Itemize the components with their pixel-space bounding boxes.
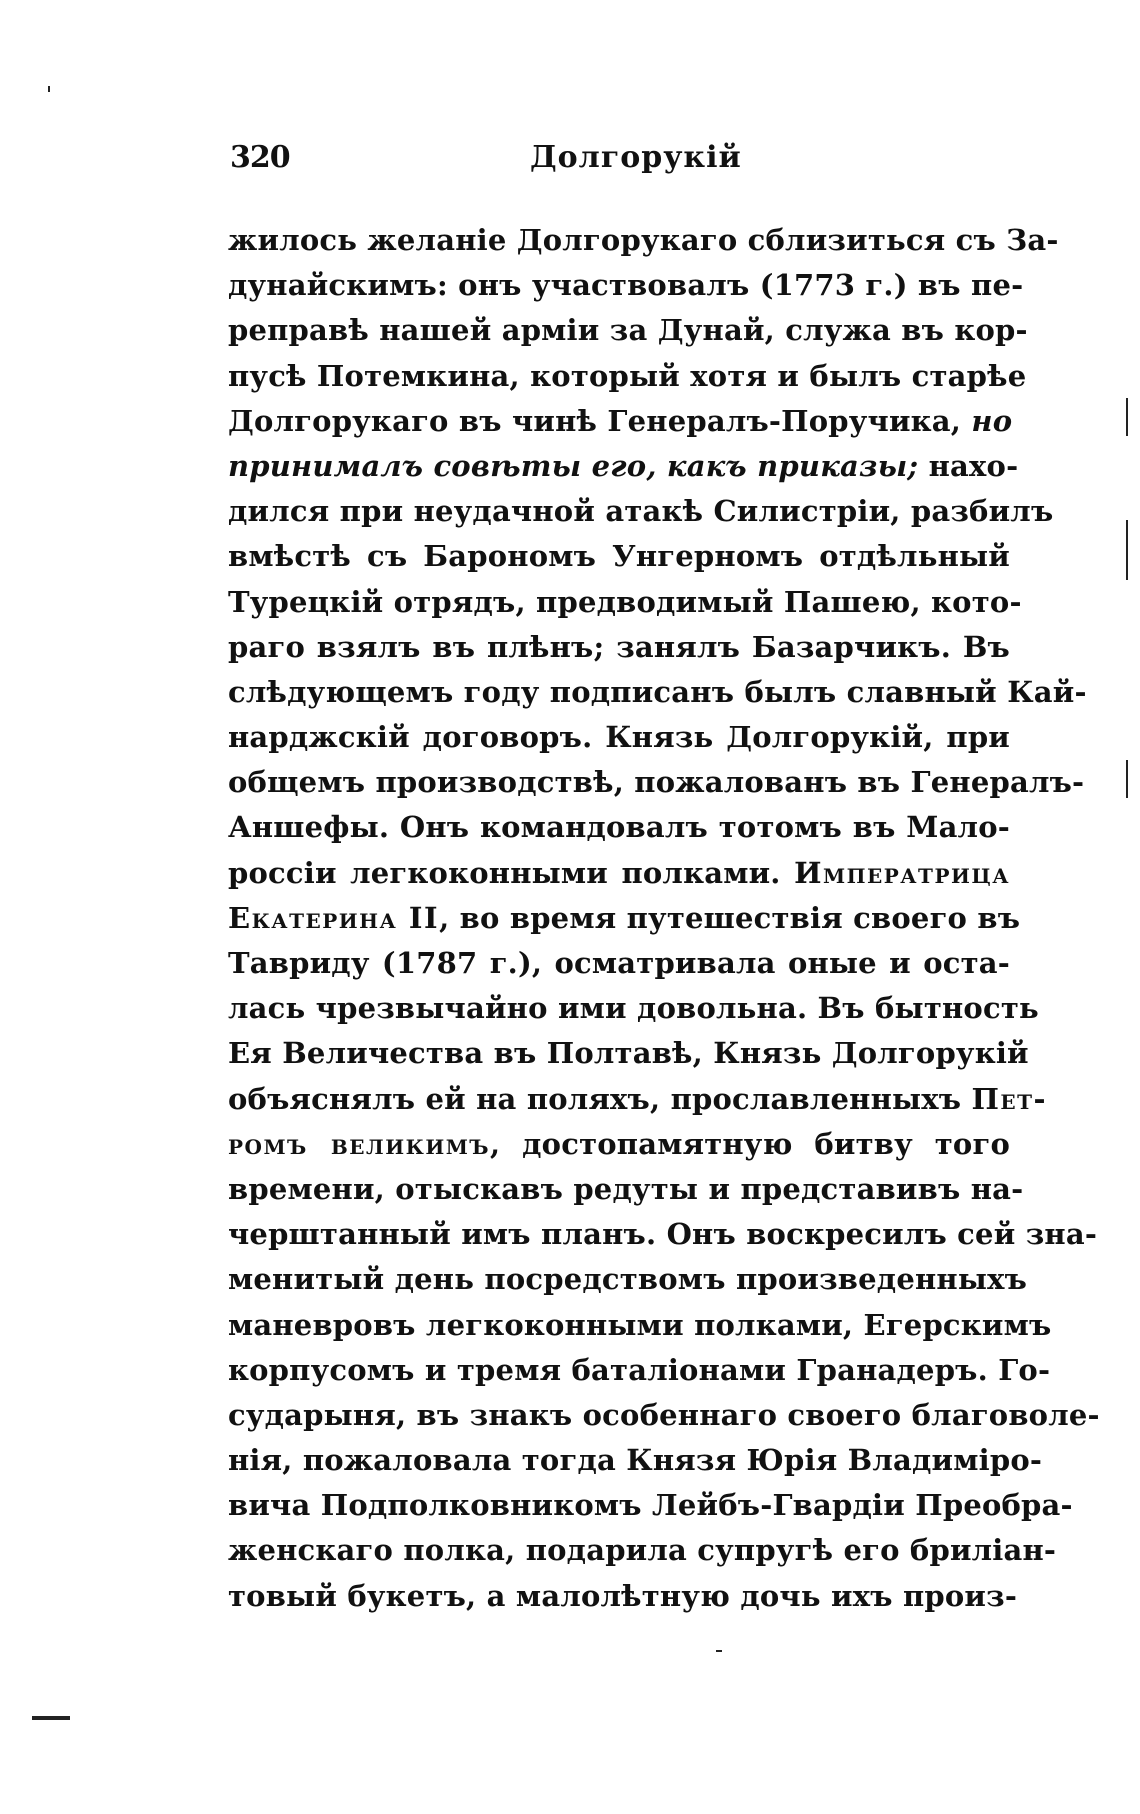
text-segment: лась чрезвычайно ими довольна. Въ бытность [228, 991, 1039, 1026]
text-line [228, 444, 1019, 489]
running-title: Долгорукій [530, 140, 742, 175]
scan-mark [1126, 760, 1128, 798]
text-segment: сударыня, въ знакъ особеннаго своего благоволе- [228, 1397, 1100, 1432]
text-segment: дился при неудачной атакѣ Силистріи, разбилъ [228, 494, 1054, 529]
text-line [228, 1438, 1043, 1483]
scan-mark [716, 1650, 722, 1652]
text-line [228, 851, 1010, 896]
text-segment: нахо- [918, 448, 1019, 483]
text-segment: реправѣ нашей арміи за Дунай, служа въ кор- [228, 313, 1028, 348]
text-line [228, 534, 1010, 579]
text-segment: , достопамятную битву того [489, 1126, 1010, 1161]
text-segment: вмѣстѣ съ Барономъ Унгерномъ отдѣльный [228, 539, 1010, 574]
scan-mark [1126, 398, 1128, 436]
text-segment: , во время путешествія своего въ [439, 900, 1021, 935]
text-line [228, 1574, 1018, 1619]
text-line [228, 625, 1010, 670]
text-segment: Долгорукаго въ чинѣ Генералъ-Поручика, [228, 403, 972, 438]
text-segment: жилось желаніе Долгорукаго сблизиться съ За- [228, 223, 1059, 257]
text-segment: Екатерина II [228, 900, 440, 935]
text-line [228, 308, 1028, 353]
scan-mark [48, 86, 50, 92]
text-segment: дунайскимъ: онъ участвовалъ (1773 г.) въ пе- [228, 268, 1024, 303]
text-segment: нія, пожаловала тогда Князя Юрія Владиміро- [228, 1443, 1043, 1478]
text-segment: но [971, 403, 1013, 438]
text-line [228, 399, 1013, 444]
page-number: 320 [230, 140, 290, 175]
text-segment: ромъ великимъ [228, 1126, 490, 1161]
text-segment: раго взялъ въ плѣнъ; занялъ Базарчикъ. Въ [228, 629, 1010, 664]
text-line [228, 986, 1039, 1031]
text-line [228, 489, 1054, 534]
text-segment: времени, отыскавъ редуты и представивъ на- [228, 1171, 1024, 1206]
text-segment: женскаго полка, подарила супругѣ его бриліан- [228, 1533, 1057, 1568]
text-segment: Турецкій отрядъ, предводимый Пашею, кото- [228, 584, 1022, 619]
text-line [228, 1031, 1029, 1076]
text-line [228, 670, 1087, 715]
text-segment: слѣдующемъ году подписанъ былъ славный Кай- [228, 674, 1087, 709]
text-segment: пусѣ Потемкина, который хотя и былъ старѣе [228, 358, 1027, 393]
text-line [228, 218, 1059, 263]
text-line [228, 580, 1022, 625]
scan-mark [32, 1716, 70, 1720]
text-segment: Аншефы. Онъ командовалъ тотомъ въ Мало- [228, 810, 1010, 845]
text-line [228, 1393, 1100, 1438]
text-segment: Ея Величества въ Полтавѣ, Князь Долгорукій [228, 1036, 1029, 1071]
text-line [228, 354, 1027, 399]
text-line [228, 805, 1010, 850]
text-segment: маневровъ легкоконными полками, Егерскимъ [228, 1307, 1052, 1342]
text-segment: вича Подполковникомъ Лейбъ-Гвардіи Преобра- [228, 1488, 1073, 1523]
text-line [228, 1212, 1098, 1257]
text-line [228, 941, 1010, 986]
page-header [230, 140, 1010, 190]
text-segment: менитый день посредствомъ произведенныхъ [228, 1262, 1028, 1297]
text-line [228, 1528, 1057, 1573]
text-line [228, 1167, 1024, 1212]
text-line [228, 1303, 1052, 1348]
text-segment: россіи легкоконными полками. [228, 855, 795, 890]
text-line [228, 1348, 1051, 1393]
text-segment: объяснялъ ей на поляхъ, прославленныхъ [228, 1081, 972, 1116]
text-line [228, 1257, 1028, 1302]
text-segment: принималъ совѣты его, какъ приказы; [228, 448, 919, 483]
text-line [228, 715, 1010, 760]
text-line [228, 263, 1024, 308]
text-segment: Тавриду (1787 г.), осматривала оные и оста- [228, 946, 1010, 980]
scan-mark [1126, 520, 1128, 580]
text-line [228, 760, 1085, 805]
text-segment: товый букетъ, а малолѣтную дочь ихъ произ- [228, 1578, 1018, 1613]
text-segment: корпусомъ и тремя баталіонами Гранадеръ. Го- [228, 1352, 1051, 1387]
text-line [228, 1483, 1073, 1528]
text-segment: Императрица [794, 855, 1010, 890]
text-segment: нарджскій договоръ. Князь Долгорукій, при [228, 720, 1010, 755]
text-line [228, 1122, 1010, 1167]
text-line [228, 896, 1021, 941]
body-text [228, 218, 1100, 1619]
text-line [228, 1077, 1048, 1122]
text-segment: Пет- [971, 1081, 1048, 1116]
text-segment: черштанный имъ планъ. Онъ воскресилъ сей зна- [228, 1217, 1098, 1252]
text-segment: общемъ производствѣ, пожалованъ въ Генералъ- [228, 765, 1085, 800]
